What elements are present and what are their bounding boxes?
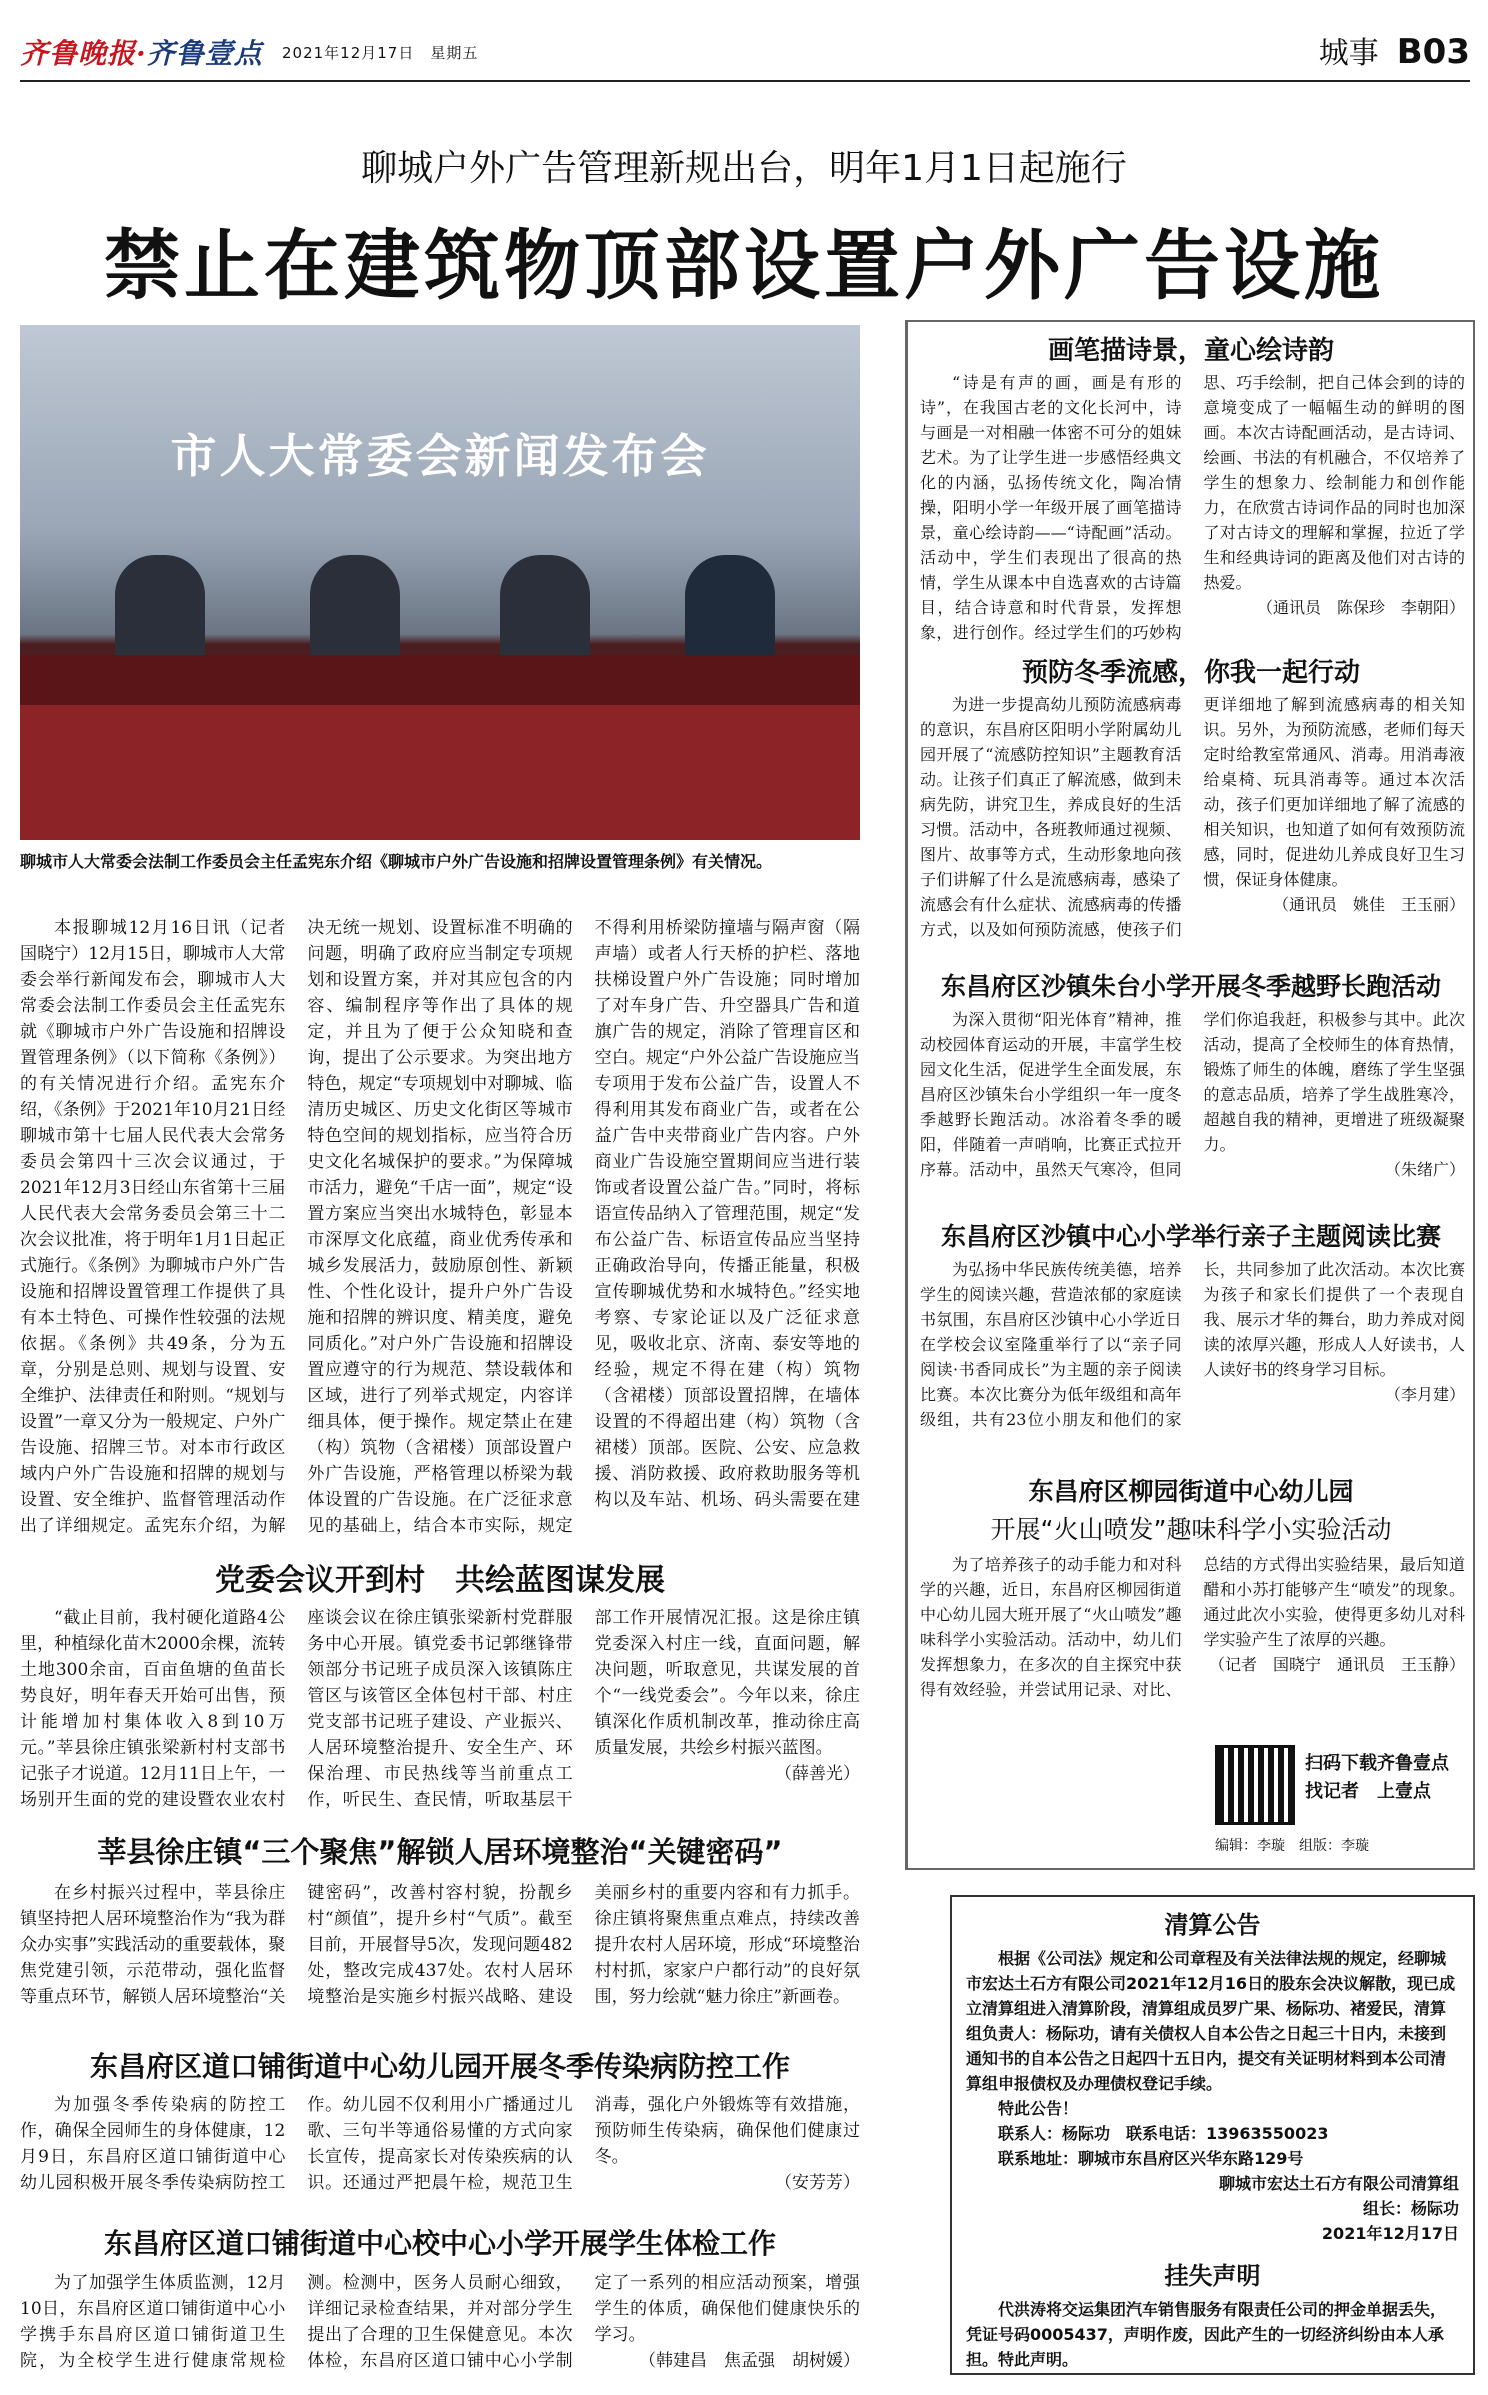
side-c-byline: （朱绪广）	[1384, 1160, 1465, 1179]
story5-byline: （韩建昌 焦孟强 胡树媛）	[638, 2351, 860, 2371]
photo-desk	[20, 655, 860, 705]
loss-statement-title[interactable]: 挂失声明	[1164, 2262, 1261, 2290]
masthead-divider	[20, 80, 1470, 82]
side-a-body	[920, 370, 1465, 645]
lead-article-body	[20, 915, 860, 1545]
lead-body-text: 本报聊城12月16日讯（记者 国晓宁）12月15日，聊城市人大常委会举行新闻发布会，聊城市人大常委会法制工作委员会主任孟宪东就《聊城市户外广告设施和招牌设置管理条例》（以下简称《条例》）的有关情况进行介绍。孟宪东介绍，《条例》于2021年10月21日经聊城市第十七届人民代表大会常务委员会第四十三次会议通过，于2021年12月3日经山东省第十三届人民代表大会常务委员会第三十二次会议批准，将于明年1月1日起正式施行。《条例》为聊城市户外广告设施和招牌设置管理工作提供了具有本土特色、可操作性较强的法规依据。《条例》共49条，分为五章，分别是总则、规划与设置、安全维护、法律责任和附则。“规划与设置”一章又分为一般规定、户外广告设施、招牌三节。对本市行政区域内户外广告设施和招牌的规划与设置、安全维护、监督管理活动作出了详细规定。孟宪东介绍，为解决无统一规划、设置标准不明确的问题，明确了政府应当制定专项规划和设置方案，并对其应包含的内容、编制程序等作出了具体的规定，并且为了便于公众知晓和查询，提出了公示要求。为突出地方特色，规定“专项规划中对聊城、临清历史城区、历史文化街区等城市特色空间的规划指标，应当符合历史文化名城保护的要求。”为保障城市活力，避免“千店一面”，规定“设置方案应当突出水城特色，彰显本市深厚文化底蕴，商业优秀传承和城乡发展活力，鼓励原创性、新颖性、个性化设计，提升户外广告设施和招牌的辨识度、精美度，避免同质化。”对户外广告设施和招牌设置应遵守的行为规范、禁设载体和区域，进行了列举式规定，内容详细具体，便于操作。规定禁止在建（构）筑物（含裙楼）顶部设置户外广告设施，严格管理以桥梁为载体设置的广告设施。在广泛征求意见的基础上，结合本市实际，规定不得利用桥梁防撞墙与隔声窗（隔声墙）或者人行天桥的护栏、落地扶梯设置户外广告设施；同时增加了对车身广告、升空器具广告和道旗广告的规定，消除了管理盲区和空白。规定“户外公益广告设施应当专项用于发布公益广告，设置人不得利用其发布商业广告，或者在公益广告中夹带商业广告内容。户外商业广告设施空置期间应当进行装饰或者设置公益广告。”同时，将标语宣传品纳入了管理范围，规定“发布公益广告、标语宣传品应当坚持正确政治导向，传播正能量，积极宣传聊城优势和水城特色。”经实地考察、专家论证以及广泛征求意见，吸收北京、济南、泰安等地的经验，规定不得在建（构）筑物（含裙楼）顶部设置招牌，在墙体设置的不得超出建（构）筑物（含裙楼）顶部。医院、公安、应急救援、消防救援、政府救助服务等机构以及车站、机场、码头需要在建	[20, 918, 860, 1536]
side-e-subtitle[interactable]: 开展“火山喷发”趣味科学小实验活动	[990, 1515, 1392, 1544]
qr-promo-text	[1305, 1750, 1475, 1806]
side-b-body	[920, 692, 1465, 962]
liquidation-notice-date: 2021年12月17日	[1321, 2224, 1459, 2243]
issue-date: 2021年12月17日 星期五	[282, 44, 479, 62]
side-a-byline: （通讯员 陈保珍 李朝阳）	[1256, 598, 1465, 617]
liquidation-notice-special: 特此公告！	[998, 2099, 1079, 2118]
photo-person	[685, 555, 775, 665]
qr-code-icon[interactable]	[1215, 1745, 1295, 1825]
side-c-body	[920, 1007, 1465, 1207]
side-e-text: 为了培养孩子的动手能力和对科学的兴趣，近日，东昌府区柳园街道中心幼儿园大班开展了“火山喷发”趣味科学小实验活动。活动中，幼儿们发挥想象力，在多次的自主探究中获得有效经验，并尝试用记录、对比、总结的方式得出实验结果，最后知道醋和小苏打能够产生“喷发”的现象。通过此次小实验，使得更多幼儿对科学实验产生了浓厚的兴趣。	[920, 1555, 1465, 1699]
logo-left: 齐鲁晚报	[20, 37, 137, 70]
notice-box	[950, 1895, 1475, 2375]
story4-text: 为加强冬季传染病的防控工作，确保全园师生的身体健康，12月9日，东昌府区道口铺街道中心幼儿园积极开展冬季传染病防控工作。幼儿园不仅利用小广播通过儿歌、三句半等通俗易懂的方式向家长宣传，提高家长对传染疾病的认识。还通过严把晨午检，规范卫生消毒，强化户外锻炼等有效措施，预防师生传染病，确保他们健康过冬。	[20, 2095, 860, 2193]
editor-credit: 编辑：李璇 组版：李璇	[1215, 1838, 1369, 1854]
liquidation-notice-body	[966, 1946, 1459, 2246]
side-c-text: 为深入贯彻“阳光体育”精神，推动校园体育运动的开展，丰富学生校园文化生活，促进学生全面发展，东昌府区沙镇朱台小学组织一年一度冬季越野长跑活动。冰浴着冬季的暖阳，伴随着一声哨响，比赛正式拉开序幕。活动中，虽然天气寒冷，但同学们你追我赶，积极参与其中。此次活动，提高了全校师生的体育热情，锻炼了师生的体魄，磨练了学生坚强的意志品质，培养了学生战胜寒冷，超越自我的精神，更增进了班级凝聚力。	[920, 1010, 1465, 1179]
logo-right: 齐鲁壹点	[146, 37, 263, 70]
side-d-body	[920, 1257, 1465, 1467]
newspaper-logo[interactable]	[20, 32, 263, 72]
loss-statement-body	[966, 2297, 1459, 2375]
story2-title[interactable]: 党委会议开到村 共绘蓝图谋发展	[215, 1563, 665, 1598]
side-a-title[interactable]: 画笔描诗景，童心绘诗韵	[1047, 336, 1334, 366]
section-name: 城事	[1318, 36, 1379, 71]
photo-person	[500, 555, 590, 665]
photo-person	[310, 555, 400, 665]
side-d-byline: （李月建）	[1384, 1385, 1465, 1404]
photo-banner-text: 市人大常委会新闻发布会	[170, 429, 710, 483]
side-e-body	[920, 1552, 1465, 1732]
story2-body	[20, 1605, 860, 1820]
qr-line-1: 扫码下载齐鲁壹点	[1305, 1753, 1449, 1774]
side-b-byline: （通讯员 姚佳 王玉丽）	[1272, 895, 1465, 914]
side-d-text: 为弘扬中华民族传统美德，培养学生的阅读兴趣，营造浓郁的家庭读书氛围，东昌府区沙镇中心小学近日在学校会议室隆重举行了以“亲子同阅读·书香同成长”为主题的亲子阅读比赛。本次比赛分为低年级组和高年级组，共有23位小朋友和他们的家长，共同参加了此次活动。本次比赛为孩子和家长们提供了一个表现自我、展示才华的舞台，助力养成对阅读的浓厚兴趣，形成人人好读书，人人读好书的终身学习目标。	[920, 1260, 1465, 1429]
side-d-title[interactable]: 东昌府区沙镇中心小学举行亲子主题阅读比赛	[940, 1222, 1441, 1251]
press-conference-photo[interactable]	[20, 325, 860, 840]
liquidation-notice-title[interactable]: 清算公告	[1164, 1911, 1261, 1939]
loss-statement-date	[966, 2372, 1459, 2375]
side-b-text: 为进一步提高幼儿预防流感病毒的意识，东昌府区阳明小学附属幼儿园开展了“流感防控知识”主题教育活动。让孩子们真正了解流感，做到未病先防，讲究卫生，养成良好的生活习惯。活动中，各班教师通过视频、图片、故事等方式，生动形象地向孩子们讲解了什么是流感病毒，感染了流感会有什么症状、流感病毒的传播方式，以及如何预防流感，使孩子们更详细地了解到流感病毒的相关知识。另外，为预防流感，老师们每天定时给教室常通风、消毒。用消毒液给桌椅、玩具消毒等。通过本次活动，孩子们更加详细地了解了流感的相关知识，也知道了如何有效预防流感，同时，促进幼儿养成良好卫生习惯，保证身体健康。	[920, 695, 1465, 939]
story5-body	[20, 2270, 860, 2390]
story4-title[interactable]: 东昌府区道口铺街道中心幼儿园开展冬季传染病防控工作	[89, 2050, 790, 2083]
photo-person	[115, 555, 205, 665]
qr-line-2: 找记者 上壹点	[1305, 1781, 1431, 1802]
liquidation-notice-text: 根据《公司法》规定和公司章程及有关法律法规的规定，经聊城市宏达土石方有限公司2021年12月16日的股东会决议解散，现已成立清算组进入清算阶段，清算组成员罗广果、杨际功、褚爱民，清算组负责人：杨际功，请有关债权人自本公告之日起三十日内，未接到通知书的自本公告之日起四十五日内，提交有关证明材料到本公司清算组申报债权及办理债权登记手续。	[966, 1949, 1456, 2093]
story3-text: 在乡村振兴过程中，莘县徐庄镇坚持把人居环境整治作为“我为群众办实事”实践活动的重要载体，聚焦党建引领，示范带动，强化监督等重点环节，解锁人居环境整治“关键密码”，改善村容村貌，扮靓乡村“颜值”，提升乡村“气质”。截至目前，开展督导5次，发现问题482处，整改完成437处。农村人居环境整治是实施乡村振兴战略、建设美丽乡村的重要内容和有力抓手。徐庄镇将聚焦重点难点，持续改善提升农村人居环境，形成“环境整治村村抓，家家户户都行动”的良好氛围，努力绘就“魅力徐庄”新画卷。	[20, 1883, 860, 2007]
photo-caption: 聊城市人大常委会法制工作委员会主任孟宪东介绍《聊城市户外广告设施和招牌设置管理条例》有关情况。	[20, 852, 773, 871]
side-e-title[interactable]: 东昌府区柳园街道中心幼儿园	[1028, 1477, 1354, 1506]
liquidation-notice-contact: 联系人：杨际功 联系电话：13963550023	[998, 2124, 1329, 2143]
story4-body	[20, 2092, 860, 2214]
loss-statement-text: 代洪涛将交运集团汽车销售服务有限责任公司的押金单据丢失，凭证号码0005437，声明作废，因此产生的一切经济纠纷由本人承担。特此声明。	[966, 2300, 1447, 2369]
logo-separator: ·	[136, 37, 147, 70]
story5-text: 为了加强学生体质监测，12月10日，东昌府区道口铺街道中心小学携手东昌府区道口铺街道卫生院，为全校学生进行健康常规检测。检测中，医务人员耐心细致，详细记录检查结果，并对部分学生提出了合理的卫生保健意见。本次体检，东昌府区道口铺中心小学制定了一系列的相应活动预案，增强学生的体质，确保他们健康快乐的学习。	[20, 2273, 860, 2371]
community-news-box	[905, 320, 1475, 1870]
side-e-byline: （记者 国晓宁 通讯员 王玉静）	[1208, 1655, 1465, 1674]
story3-body	[20, 1880, 860, 2035]
story2-text: “截止目前，我村硬化道路4公里，种植绿化苗木2000余棵，流转土地300余亩，百亩鱼塘的鱼苗长势良好，明年春天开始可出售，预计能增加村集体收入8到10万元。”莘县徐庄镇张梁新村村支部书记张子才说道。12月11日上午，一场别开生面的党的建设暨农业农村座谈会议在徐庄镇张梁新村党群服务中心开展。镇党委书记郭继锋带领部分书记班子成员深入该镇陈庄管区与该管区全体包村干部、村庄党支部书记班子建设、产业振兴、人居环境整治提升、安全生产、环保治理、市民热线等当前重点工作，听民生、查民情，听取基层干部工作开展情况汇报。这是徐庄镇党委深入村庄一线，直面问题，解决问题，听取意见，共谋发展的首个“一线党委会”。今年以来，徐庄镇深化作质机制改革，推动徐庄高质量发展，共绘乡村振兴蓝图。	[20, 1608, 860, 1810]
side-a-text: “诗是有声的画，画是有形的诗”，在我国古老的文化长河中，诗与画是一对相融一体密不可分的姐妹艺术。为了让学生进一步感悟经典文化的内涵，弘扬传统文化，陶冶情操，阳明小学一年级开展了画笔描诗景，童心绘诗韵——“诗配画”活动。活动中，学生们表现出了很高的热情，学生从课本中自选喜欢的古诗篇目，结合诗意和时代背景，发挥想象，进行创作。经过学生们的巧妙构思、巧手绘制，把自己体会到的诗的意境变成了一幅幅生动的鲜明的图画。本次古诗配画活动，是古诗词、绘画、书法的有机融合，不仅培养了学生的想象力、绘制能力和创作能力，在欣赏古诗词作品的同时也加深了对古诗文的理解和掌握，拉近了学生和经典诗词的距离及他们对古诗的热爱。	[920, 373, 1465, 642]
story3-title[interactable]: 莘县徐庄镇“三个聚焦”解锁人居环境整治“关键密码”	[97, 1835, 783, 1869]
liquidation-notice-company: 聊城市宏达土石方有限公司清算组	[1218, 2174, 1459, 2193]
photo-tablecloth	[20, 705, 860, 840]
lead-headline[interactable]: 禁止在建筑物顶部设置户外广告设施	[104, 221, 1384, 310]
lead-kicker[interactable]: 聊城户外广告管理新规出台，明年1月1日起施行	[361, 148, 1127, 189]
page-number: B03	[1396, 32, 1470, 72]
side-c-title[interactable]: 东昌府区沙镇朱台小学开展冬季越野长跑活动	[940, 972, 1441, 1001]
story5-title[interactable]: 东昌府区道口铺街道中心校中心小学开展学生体检工作	[103, 2227, 776, 2260]
section-label	[1319, 28, 1470, 72]
story2-byline: （薛善光）	[774, 1764, 860, 1784]
side-b-title[interactable]: 预防冬季流感，你我一起行动	[1021, 658, 1360, 688]
masthead	[20, 28, 1470, 72]
liquidation-notice-leader: 组长：杨际功	[1362, 2199, 1459, 2218]
liquidation-notice-address: 联系地址：聊城市东昌府区兴华东路129号	[998, 2149, 1304, 2168]
story4-byline: （安芳芳）	[774, 2173, 860, 2193]
